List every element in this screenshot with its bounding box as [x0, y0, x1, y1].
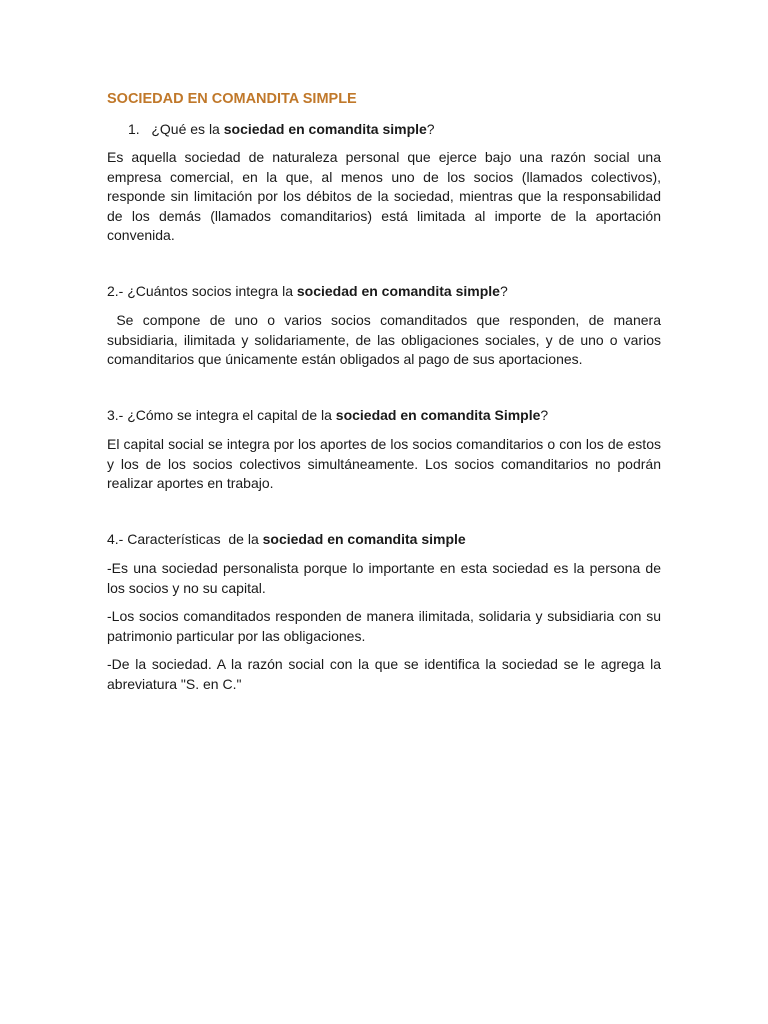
question-1-post: ?	[426, 120, 435, 137]
question-4	[107, 530, 661, 550]
document-title: SOCIEDAD EN COMANDITA SIMPLE	[107, 91, 357, 107]
answer-2: Se compone de uno o varios socios comanditados que responden, de manera subsidiaria, ilimitada y solidariamente, de las obligaciones sociales, y de uno o varios comanditarios que únicamente están obligados al pago de sus aportaciones.	[107, 312, 665, 367]
question-3-bold: sociedad en comandita Simple	[335, 406, 541, 423]
answer-4-item: -Los socios comanditados responden de manera ilimitada, solidaria y subsidiaria con su patrimonio particular por las obligaciones.	[107, 608, 661, 644]
document-content	[107, 90, 665, 694]
question-2-pre: 2.- ¿Cuántos socios integra la	[107, 282, 297, 299]
question-3-pre: 3.- ¿Cómo se integra el capital de la	[107, 406, 336, 423]
answer-1: Es aquella sociedad de naturaleza personal que ejerce bajo una razón social una empresa comercial, en la que, al menos uno de los socios (llamados colectivos), responde sin limitación por los débitos de la sociedad, mientras que la responsabilidad de los demás (llamados comanditarios) está limitada al importe de la aportación convenida.	[107, 149, 661, 243]
question-3-post: ?	[540, 406, 549, 423]
answer-4-item: -Es una sociedad personalista porque lo importante en esta sociedad es la persona de los socios y no su capital.	[107, 560, 661, 596]
question-2	[107, 282, 661, 302]
question-2-bold: sociedad en comandita simple	[296, 282, 500, 299]
question-4-pre: 4.- Características de la	[107, 530, 263, 547]
question-2-post: ?	[499, 282, 508, 299]
question-4-bold: sociedad en comandita simple	[262, 530, 466, 547]
question-1-bold: sociedad en comandita simple	[223, 120, 427, 137]
question-1	[107, 120, 661, 140]
question-1-number: 1.	[128, 120, 140, 137]
answer-3: El capital social se integra por los aportes de los socios comanditarios o con los de estos y los de los socios colectivos simultáneamente. Los socios comanditarios no podrán realizar aportes en trabajo.	[107, 436, 661, 491]
answer-4-item: -De la sociedad. A la razón social con la que se identifica la sociedad se le agrega la abreviatura "S. en C."	[107, 656, 661, 692]
question-1-pre: ¿Qué es la	[151, 120, 224, 137]
question-3	[107, 406, 661, 426]
